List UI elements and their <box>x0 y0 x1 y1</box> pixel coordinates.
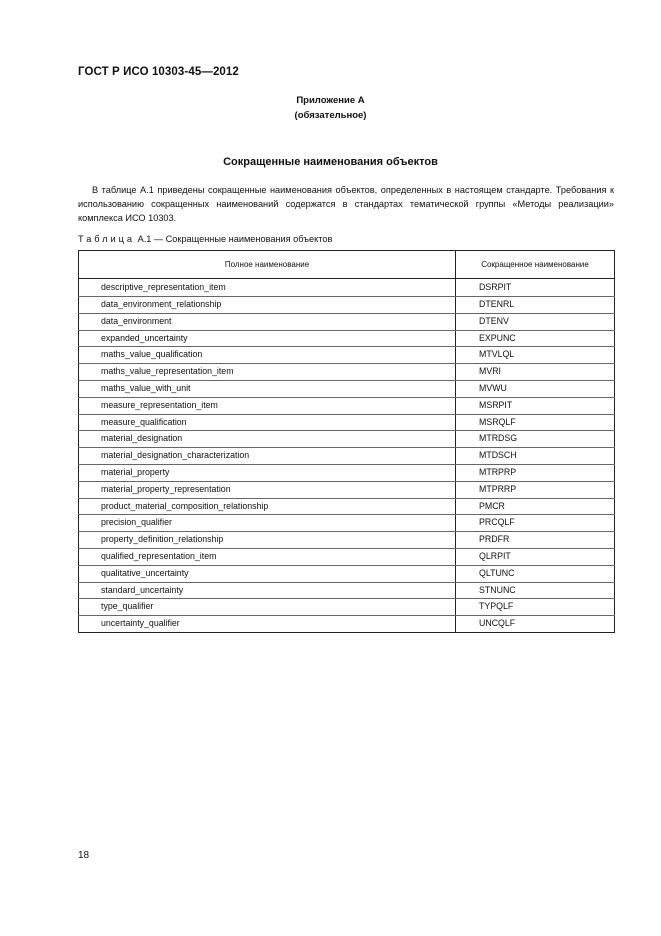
page-number: 18 <box>78 850 90 861</box>
table-caption-prefix: Таблица <box>78 234 136 244</box>
short-name-cell: DTENV <box>456 313 615 330</box>
table-row <box>79 297 615 314</box>
short-name-cell: MVRI <box>456 364 615 381</box>
full-name-cell: measure_representation_item <box>79 397 456 414</box>
short-name-cell: QLTUNC <box>456 565 615 582</box>
short-name-cell: MTPRRP <box>456 481 615 498</box>
short-name-cell: MTDSCH <box>456 448 615 465</box>
full-name-cell: qualified_representation_item <box>79 548 456 565</box>
table-row <box>79 380 615 397</box>
short-name-cell: MSRQLF <box>456 414 615 431</box>
full-name-cell: qualitative_uncertainty <box>79 565 456 582</box>
short-name-cell: STNUNC <box>456 582 615 599</box>
short-name-cell: EXPUNC <box>456 330 615 347</box>
full-name-cell: maths_value_qualification <box>79 347 456 364</box>
short-name-cell: PRCQLF <box>456 515 615 532</box>
table-row <box>79 548 615 565</box>
table-row <box>79 279 615 297</box>
short-name-cell: PMCR <box>456 498 615 515</box>
short-name-cell: MVWU <box>456 380 615 397</box>
table-caption-text: А.1 — Сокращенные наименования объектов <box>137 234 333 244</box>
table-row <box>79 313 615 330</box>
full-name-cell: data_environment <box>79 313 456 330</box>
short-name-cell: PRDFR <box>456 532 615 549</box>
section-title: Сокращенные наименования объектов <box>223 156 438 168</box>
table-row <box>79 481 615 498</box>
table-row <box>79 414 615 431</box>
header-full-name: Полное наименование <box>79 251 456 279</box>
full-name-cell: material_property_representation <box>79 481 456 498</box>
full-name-cell: property_definition_relationship <box>79 532 456 549</box>
short-name-cell: MTRDSG <box>456 431 615 448</box>
annex-status: (обязательное) <box>294 110 367 121</box>
intro-paragraph: В таблице А.1 приведены сокращенные наименования объектов, определенных в настоящем стандарте. Требования к использованию сокращенных наименований содержатся в стандартах тематической группы «Методы реализации» комплекса ИСО 10303. <box>78 185 614 223</box>
short-name-cell: MSRPIT <box>456 397 615 414</box>
abbreviations-table <box>78 250 615 633</box>
full-name-cell: material_property <box>79 464 456 481</box>
short-name-cell: DSRPIT <box>456 279 615 297</box>
table-row <box>79 448 615 465</box>
short-name-cell: DTENRL <box>456 297 615 314</box>
table-body <box>79 279 615 633</box>
table-row <box>79 582 615 599</box>
table-header-row <box>79 251 615 279</box>
table-row <box>79 330 615 347</box>
full-name-cell: uncertainty_qualifier <box>79 616 456 633</box>
full-name-cell: material_designation <box>79 431 456 448</box>
full-name-cell: expanded_uncertainty <box>79 330 456 347</box>
short-name-cell: MTRPRP <box>456 464 615 481</box>
full-name-cell: maths_value_representation_item <box>79 364 456 381</box>
full-name-cell: measure_qualification <box>79 414 456 431</box>
table-row <box>79 498 615 515</box>
table-row <box>79 515 615 532</box>
standard-header: ГОСТ Р ИСО 10303-45—2012 <box>78 66 239 78</box>
table-row <box>79 599 615 616</box>
full-name-cell: material_designation_characterization <box>79 448 456 465</box>
full-name-cell: data_environment_relationship <box>79 297 456 314</box>
full-name-cell: standard_uncertainty <box>79 582 456 599</box>
table-row <box>79 364 615 381</box>
full-name-cell: maths_value_with_unit <box>79 380 456 397</box>
full-name-cell: product_material_composition_relationship <box>79 498 456 515</box>
annex-title: Приложение А <box>296 95 365 106</box>
short-name-cell: MTVLQL <box>456 347 615 364</box>
short-name-cell: QLRPIT <box>456 548 615 565</box>
table-row <box>79 464 615 481</box>
full-name-cell: type_qualifier <box>79 599 456 616</box>
short-name-cell: TYPQLF <box>456 599 615 616</box>
full-name-cell: precision_qualifier <box>79 515 456 532</box>
short-name-cell: UNCQLF <box>456 616 615 633</box>
table-caption <box>78 234 332 244</box>
table-row <box>79 347 615 364</box>
header-short-name: Сокращенное наименование <box>456 251 615 279</box>
table-row <box>79 532 615 549</box>
table-row <box>79 565 615 582</box>
table-row <box>79 397 615 414</box>
full-name-cell: descriptive_representation_item <box>79 279 456 297</box>
table-row <box>79 616 615 633</box>
table-row <box>79 431 615 448</box>
